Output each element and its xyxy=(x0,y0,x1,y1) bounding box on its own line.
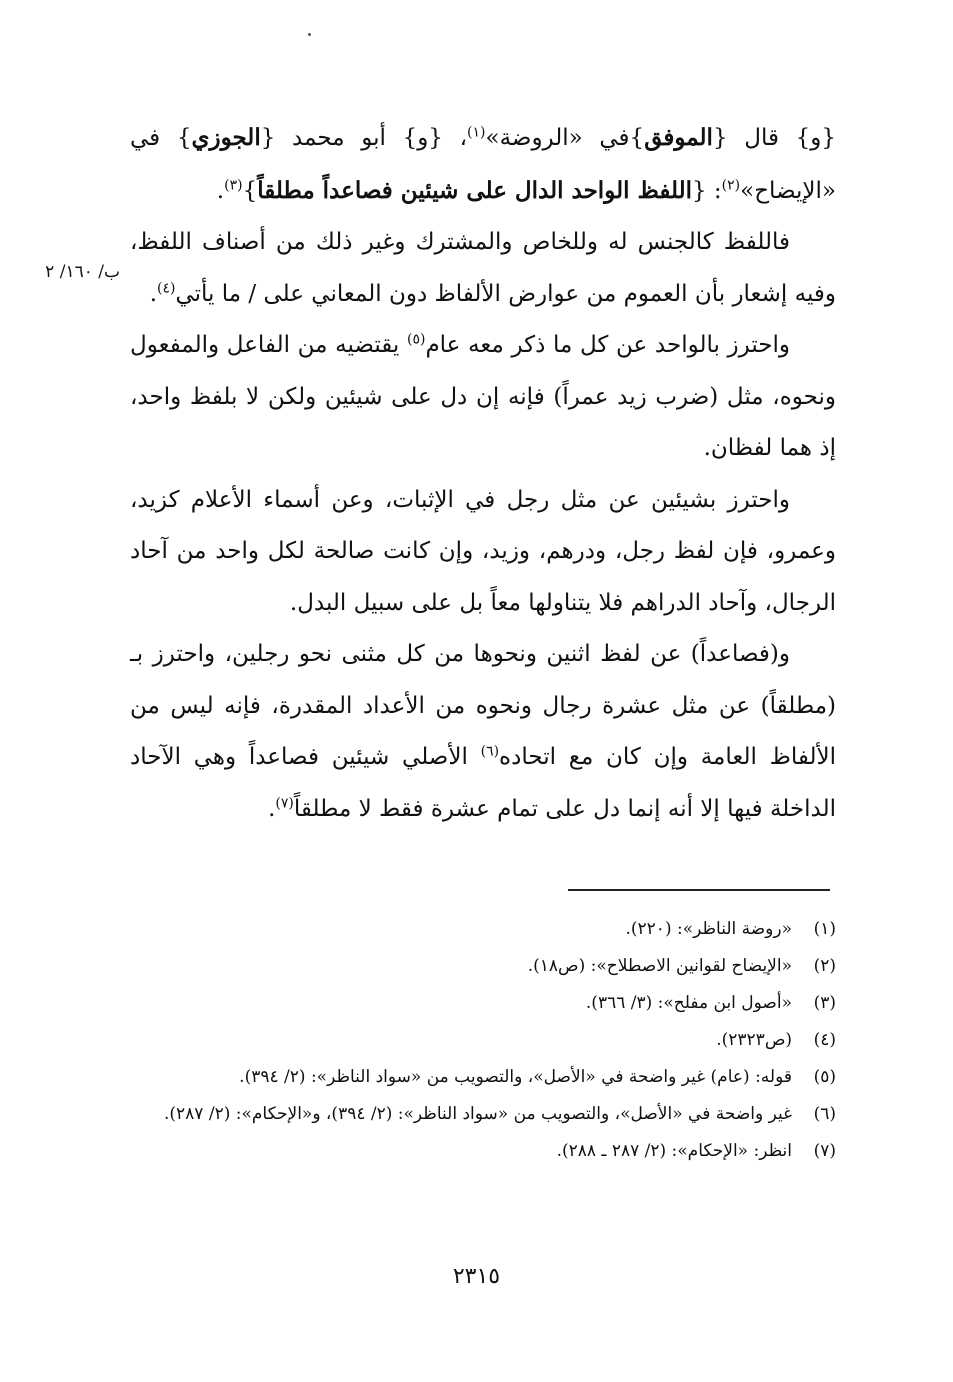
footnote-number: (٧) xyxy=(813,1141,836,1161)
footnote-text: «روضة الناظر»: (٢٢٠). xyxy=(625,919,792,939)
footnote-separator xyxy=(568,889,830,891)
footnote xyxy=(130,1026,836,1054)
paragraph-4: واحترز بشيئين عن مثل رجل في الإثبات، وعن أسماء الأعلام كزيد، وعمرو، فإن لفظ رجل، ودرهم، وزيد، وإن كانت صالحة لكل واحد من آحاد الرجال، وآحاد الدراهم فلا يتناولها معاً بل على سبيل البدل. xyxy=(130,486,836,616)
page-number: ٢٣١٥ xyxy=(452,1264,501,1289)
stray-mark xyxy=(308,33,311,36)
text-run: {و} قال { xyxy=(712,125,837,151)
footnote-number: (٤) xyxy=(813,1030,836,1050)
paragraph-2 xyxy=(130,217,836,320)
footnote-text: انظر: «الإحكام»: (٢/ ٢٨٧ ـ ٢٨٨). xyxy=(556,1141,792,1161)
text-run: ، {و} أبو محمد { xyxy=(260,125,468,151)
footnotes xyxy=(130,915,836,1174)
text-run: . xyxy=(149,280,157,307)
footnote xyxy=(130,989,836,1017)
footnote-ref: (٢) xyxy=(721,176,741,193)
footnote xyxy=(130,1063,836,1091)
footnote-ref: (٥) xyxy=(406,331,426,348)
footnote-number: (١) xyxy=(813,919,836,939)
footnote-ref: (١) xyxy=(467,124,486,141)
footnote-number: (٦) xyxy=(813,1104,836,1124)
text-run: : { xyxy=(691,177,722,204)
text-run: فاللفظ كالجنس له وللخاص والمشترك وغير ذلك من أصناف اللفظ، وفيه إشعار بأن العموم من عوارض الألفاظ دون المعاني على / ما يأتي xyxy=(130,229,836,307)
footnote-ref: (٦) xyxy=(480,743,500,760)
footnote xyxy=(130,915,836,943)
text-run: يقتضيه من الفاعل والمفعول ونحوه، مثل (ضرب زيد عمراً) فإنه إن دل على شيئين ولكن لا بلفظ واحد، إذ هما لفظان. xyxy=(130,332,836,461)
footnote-text: (ص٢٣٢٣). xyxy=(716,1030,792,1050)
bold-name: الموفق xyxy=(644,124,713,151)
footnote xyxy=(130,1100,836,1128)
text-run: و(فصاعداً) عن لفظ اثنين ونحوها من كل مثنى نحو رجلين، واحترز بـ (مطلقاً) عن مثل عشرة رجال ونحوه من الأعداد المقدرة، فإنه ليس من الألفاظ العامة وإن كان مع اتحاده xyxy=(130,641,836,770)
paragraph-5 xyxy=(130,629,836,835)
footnote-number: (٢) xyxy=(813,956,836,976)
footnote-ref: (٧) xyxy=(275,794,294,811)
text-run: } في «الإيضاح» xyxy=(130,125,836,204)
text-run: واحترز بالواحد عن كل ما ذكر معه عام xyxy=(425,332,791,358)
text-run: }في «الروضة» xyxy=(485,125,645,151)
footnote-number: (٥) xyxy=(813,1067,836,1087)
footnote-ref: (٣) xyxy=(224,176,243,193)
footnote-text: غير واضحة في «الأصل»، والتصويب من «سواد الناظر»: (٢/ ٣٩٤)، و«الإحكام»: (٢/ ٢٨٧). xyxy=(164,1104,792,1124)
footnote-text: «الإيضاح لقوانين الاصطلاح»: (ص١٨). xyxy=(527,956,792,976)
footnote xyxy=(130,1137,836,1165)
main-text xyxy=(130,112,836,835)
text-run: الأصلي شيئين فصاعداً وهي الآحاد الداخلة فيها إلا أنه إنما دل على تمام عشرة فقط لا مطلقاً xyxy=(130,744,836,822)
footnote-ref: (٤) xyxy=(157,279,176,296)
paragraph-3 xyxy=(130,320,836,475)
text-run: } xyxy=(242,177,258,204)
text-run: . xyxy=(268,795,276,822)
footnote-text: «أصول ابن مفلح»: (٣/ ٣٦٦). xyxy=(585,993,792,1013)
footnote xyxy=(130,952,836,980)
text-run: . xyxy=(216,177,225,204)
footnote-number: (٣) xyxy=(813,993,836,1013)
definition-bold: اللفظ الواحد الدال على شيئين فصاعداً مطلقاً xyxy=(257,176,692,204)
paragraph-1 xyxy=(130,112,836,217)
bold-name: الجوزي xyxy=(191,124,261,151)
footnote-text: قوله: (عام) غير واضحة في «الأصل»، والتصويب من «سواد الناظر»: (٢/ ٣٩٤). xyxy=(239,1067,792,1087)
margin-note: ب/ ١٦٠/ ٢ xyxy=(45,262,120,282)
